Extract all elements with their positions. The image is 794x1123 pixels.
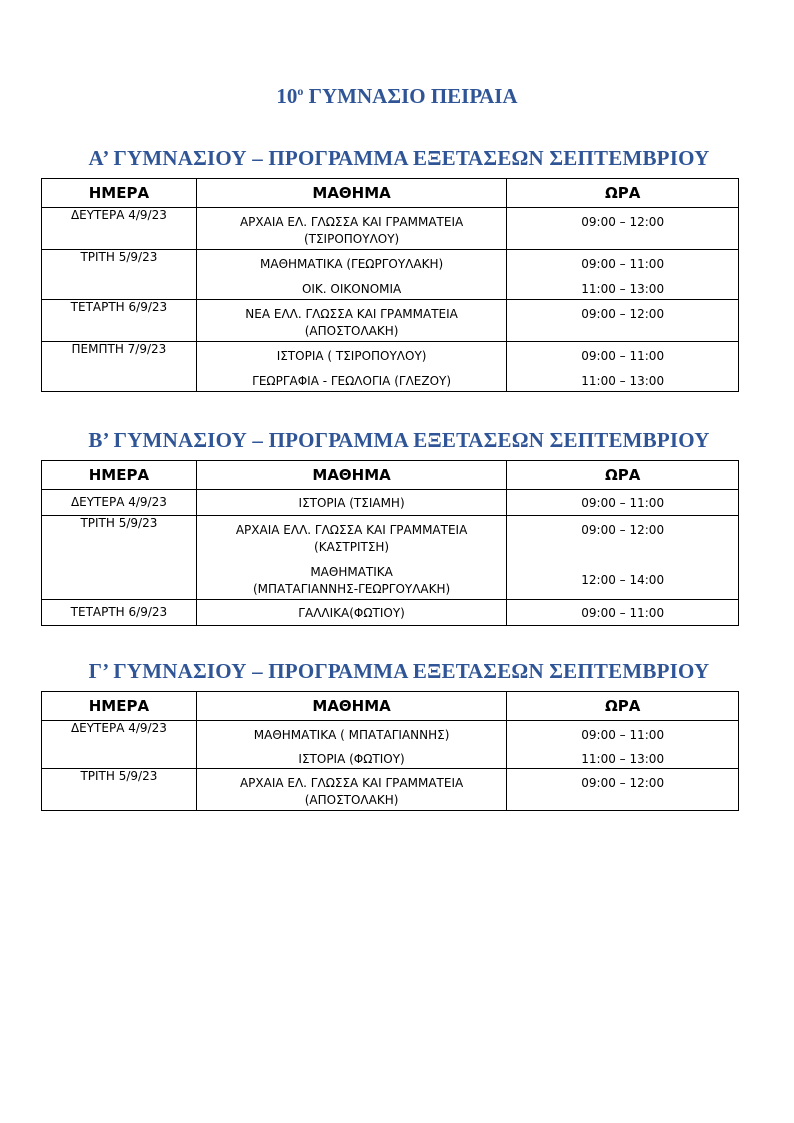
header-subject: ΜΑΘΗΜΑ (196, 461, 507, 490)
subject-line: ΟΙΚ. ΟΙΚΟΝΟΜΙΑ (301, 282, 402, 296)
time-line: 11:00 – 13:00 (581, 374, 665, 388)
table-row (42, 721, 739, 769)
time-line: 09:00 – 11:00 (581, 257, 665, 271)
time-cell (507, 208, 739, 250)
subject-line: ΙΣΤΟΡΙΑ ( ΤΣΙΡΟΠΟΥΛΟΥ) (276, 349, 427, 363)
header-time: ΩΡΑ (507, 461, 739, 490)
subject-line: ΜΑΘΗΜΑΤΙΚΑ (310, 565, 393, 579)
subject-cell (196, 490, 507, 516)
header-time: ΩΡΑ (507, 692, 739, 721)
subject-line: ΑΡΧΑΙΑ ΕΛ. ΓΛΩΣΣΑ ΚΑΙ ΓΡΑΜΜΑΤΕΙΑ (239, 215, 464, 229)
subject-cell (196, 250, 507, 300)
subject-line: (ΑΠΟΣΤΟΛΑΚΗ) (304, 793, 399, 807)
time-line: 12:00 – 14:00 (581, 573, 665, 587)
time-line: 11:00 – 13:00 (581, 282, 665, 296)
header-day: ΗΜΕΡΑ (42, 179, 197, 208)
time-cell (507, 300, 739, 342)
day-cell: ΤΕΤΑΡΤΗ 6/9/23 (42, 300, 197, 342)
subject-line: ΑΡΧΑΙΑ ΕΛΛ. ΓΛΩΣΣΑ ΚΑΙ ΓΡΑΜΜΑΤΕΙΑ (235, 523, 468, 537)
header-subject: ΜΑΘΗΜΑ (196, 179, 507, 208)
table-row (42, 769, 739, 811)
time-line: 09:00 – 11:00 (581, 606, 665, 620)
subject-line: ΙΣΤΟΡΙΑ (ΦΩΤΙΟΥ) (298, 752, 405, 766)
section-b-title: Β’ ΓΥΜΝΑΣΙΟΥ – ΠΡΟΓΡΑΜΜΑ ΕΞΕΤΑΣΕΩΝ ΣΕΠΤΕΜΒΡΙΟΥ (88, 428, 710, 452)
time-line: 09:00 – 11:00 (581, 496, 665, 510)
subject-cell (196, 516, 507, 600)
subject-line: (ΑΠΟΣΤΟΛΑΚΗ) (304, 324, 399, 338)
section-c-title: Γ’ ΓΥΜΝΑΣΙΟΥ – ΠΡΟΓΡΑΜΜΑ ΕΞΕΤΑΣΕΩΝ ΣΕΠΤΕΜΒΡΙΟΥ (88, 659, 710, 683)
subject-cell (196, 300, 507, 342)
subject-line: ΝΕΑ ΕΛΛ. ΓΛΩΣΣΑ ΚΑΙ ΓΡΑΜΜΑΤΕΙΑ (245, 307, 458, 321)
time-line: 11:00 – 13:00 (581, 752, 665, 766)
subject-line: (ΚΑΣΤΡΙΤΣΗ) (314, 540, 390, 554)
day-cell: ΤΕΤΑΡΤΗ 6/9/23 (42, 600, 197, 626)
subject-cell (196, 208, 507, 250)
header-time: ΩΡΑ (507, 179, 739, 208)
time-cell (507, 600, 739, 626)
section-a-table (41, 178, 739, 392)
time-cell (507, 490, 739, 516)
table-header-row (42, 692, 739, 721)
subject-line: (ΤΣΙΡΟΠΟΥΛΟΥ) (303, 232, 400, 246)
section-c-table (41, 691, 739, 811)
subject-line: ΙΣΤΟΡΙΑ (ΤΣΙΑΜΗ) (298, 496, 405, 510)
table-row (42, 300, 739, 342)
subject-line: ΓΕΩΡΓΑΦΙΑ - ΓΕΩΛΟΓΙΑ (ΓΛΕΖΟΥ) (252, 374, 452, 388)
day-cell: ΔΕΥΤΕΡΑ 4/9/23 (42, 208, 197, 250)
table-row (42, 600, 739, 626)
time-cell (507, 721, 739, 769)
time-line: 09:00 – 12:00 (581, 776, 665, 790)
table-row (42, 250, 739, 300)
time-line: 09:00 – 11:00 (581, 349, 665, 363)
table-row (42, 342, 739, 392)
day-cell: ΔΕΥΤΕΡΑ 4/9/23 (42, 721, 197, 769)
subject-line: (ΜΠΑΤΑΓΙΑΝΝΗΣ-ΓΕΩΡΓΟΥΛΑΚΗ) (252, 582, 451, 596)
section-b-table (41, 460, 739, 626)
time-cell (507, 516, 739, 600)
day-cell: ΠΕΜΠΤΗ 7/9/23 (42, 342, 197, 392)
day-cell: ΤΡΙΤΗ 5/9/23 (42, 516, 197, 600)
time-cell (507, 769, 739, 811)
header-subject: ΜΑΘΗΜΑ (196, 692, 507, 721)
section-a-title: Α’ ΓΥΜΝΑΣΙΟΥ – ΠΡΟΓΡΑΜΜΑ ΕΞΕΤΑΣΕΩΝ ΣΕΠΤΕΜΒΡΙΟΥ (88, 146, 710, 170)
time-line: 09:00 – 12:00 (581, 523, 665, 537)
table-row (42, 490, 739, 516)
subject-cell (196, 769, 507, 811)
time-line: 09:00 – 12:00 (581, 307, 665, 321)
time-line: 09:00 – 12:00 (581, 215, 665, 229)
day-cell: ΤΡΙΤΗ 5/9/23 (42, 250, 197, 300)
subject-cell (196, 342, 507, 392)
table-header-row (42, 179, 739, 208)
subject-cell (196, 721, 507, 769)
day-cell: ΤΡΙΤΗ 5/9/23 (42, 769, 197, 811)
subject-line: ΓΑΛΛΙΚΑ(ΦΩΤΙΟΥ) (298, 606, 405, 620)
subject-line: ΑΡΧΑΙΑ ΕΛ. ΓΛΩΣΣΑ ΚΑΙ ΓΡΑΜΜΑΤΕΙΑ (239, 776, 464, 790)
table-header-row (42, 461, 739, 490)
time-cell (507, 342, 739, 392)
school-title: $10^o$ ΓΥΜΝΑΣΙΟ ΠΕΙΡΑΙΑ (276, 84, 518, 108)
table-row (42, 208, 739, 250)
subject-cell (196, 600, 507, 626)
table-row (42, 516, 739, 600)
header-day: ΗΜΕΡΑ (42, 461, 197, 490)
day-cell: ΔΕΥΤΕΡΑ 4/9/23 (42, 490, 197, 516)
header-day: ΗΜΕΡΑ (42, 692, 197, 721)
subject-line: ΜΑΘΗΜΑΤΙΚΑ (ΓΕΩΡΓΟΥΛΑΚΗ) (260, 257, 444, 271)
time-cell (507, 250, 739, 300)
subject-line: ΜΑΘΗΜΑΤΙΚΑ ( ΜΠΑΤΑΓΙΑΝΝΗΣ) (253, 728, 450, 742)
time-line: 09:00 – 11:00 (581, 728, 665, 742)
